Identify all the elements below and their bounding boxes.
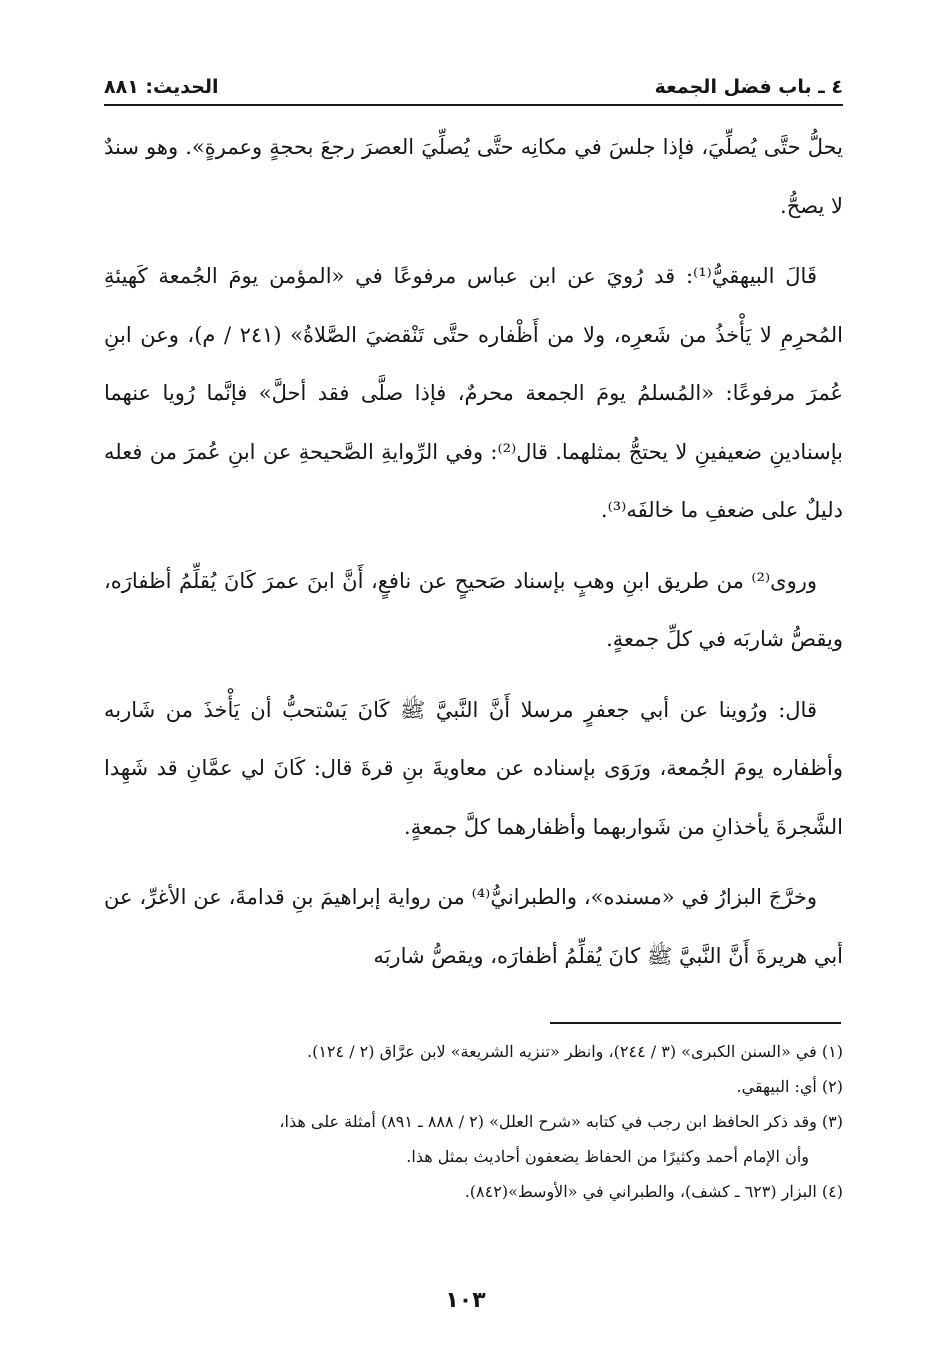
footnotes <box>104 1034 843 1209</box>
footnote-2: (٢) أي: البيهقي. <box>736 1077 843 1096</box>
footnote-divider <box>550 1022 841 1024</box>
chapter-title: ٤ ـ باب فضل الجمعة <box>654 76 843 98</box>
footnote-3: (٣) وقد ذكر الحافظ ابن رجب في كتابه «شرح العلل» (٢ / ٨٨٨ ـ ٨٩١) أمثلة على هذا، <box>279 1112 843 1131</box>
paragraph <box>104 118 843 235</box>
running-header <box>104 70 843 106</box>
paragraph-text: وروى⁽²⁾ من طريق ابنِ وهبٍ بإسناد صَحيحٍ عن نافعٍ، أَنَّ ابنَ عمرَ كَانَ يُقلِّمُ أظفارَه، ويقصُّ شاربَه في كلِّ جمعةٍ. <box>104 568 843 651</box>
page-number: ١٠٣ <box>445 1288 486 1313</box>
main-text <box>104 118 843 985</box>
paragraph <box>104 247 843 540</box>
footnote-1: (١) في «السنن الكبرى» (٣ / ٢٤٤)، وانظر «تنزيه الشريعة» لابن عرَّاق (٢ / ١٢٤). <box>307 1042 843 1061</box>
paragraph <box>104 552 843 669</box>
paragraph-text: قال: ورُوينا عن أبي جعفرٍ مرسلا أَنَّ النَّبيَّ ﷺ كَانَ يَسْتحبُّ أن يَأْخذَ من شَاربه وأظفاره يومَ الجُمعة، ورَوَى بإسناده عن معاويةَ بنِ قرةَ قال: كَانَ لي عمَّانِ قد شَهِدا الشَّجرةَ يأخذانِ من شَواربهما وأظفارهما كلَّ جمعةٍ. <box>104 697 843 839</box>
paragraph-text: قَالَ البيهقيُّ⁽¹⁾: قد رُويَ عن ابن عباس مرفوعًا في «المؤمن يومَ الجُمعة كَهيئةِ المُحرِمِ لا يَأْخذُ من شَعرِه، ولا من أَظْفاره حتَّى تَنْقضيَ الصَّلاةُ» (٢٤١ / م)، وعن ابنِ عُمرَ مرفوعًا: «المُسلمُ يومَ الجمعة محرمٌ، فإذا صلَّى فقد أحلَّ» فإنَّما رُويا عنهما بإسنادينِ ضعيفينِ لا يحتجُّ بمثلهما. قال⁽²⁾: وفي الرِّوايةِ الصَّحيحةِ عن ابنِ عُمرَ من فعله دليلٌ على ضعفِ ما خالفَه⁽³⁾. <box>104 264 844 522</box>
footnote-4: (٤) البزار (٦٢٣ ـ كشف)، والطبراني في «الأوسط»(٨٤٢). <box>464 1182 843 1201</box>
paragraph <box>104 681 843 857</box>
paragraph-text: وخرَّجَ البزارُ في «مسنده»، والطبرانيُّ⁽⁴⁾ من رواية إبراهيمَ بنِ قدامةَ، عن الأغرِّ، عن أبي هريرةَ أَنَّ النَّبيَّ ﷺ كانَ يُقلِّمُ أظفارَه، ويقصُّ شاربَه <box>104 885 843 968</box>
paragraph-text: يحلُّ حتَّى يُصلِّيَ، فإذا جلسَ في مكانِه حتَّى يُصلِّيَ العصرَ رجعَ بحجةٍ وعمرةٍ». وهو سندٌ لا يصحُّ. <box>104 135 843 218</box>
hadith-number-label: الحديث: ٨٨١ <box>104 76 219 98</box>
paragraph <box>104 868 843 985</box>
footnote-3-continuation: وأن الإمام أحمد وكثيرًا من الحفاظ يضعفون أحاديث بمثل هذا. <box>406 1147 809 1166</box>
